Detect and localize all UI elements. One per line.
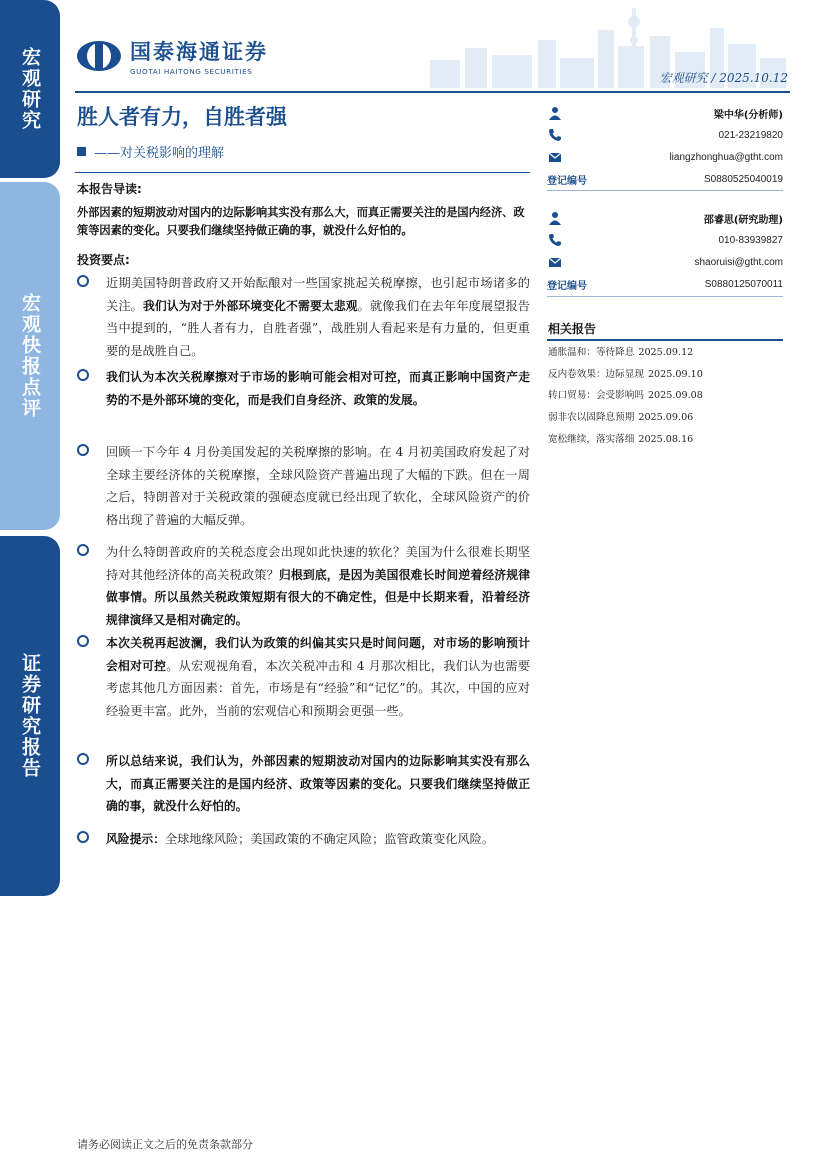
point-item: 风险提示：全球地缘风险；美国政策的不确定风险；监管政策变化风险。	[77, 828, 530, 851]
related-report-date: 2025.09.12	[638, 347, 694, 358]
side-tab-macro-research	[0, 0, 60, 178]
header-divider	[75, 91, 790, 93]
related-report-label: 弱非农以固降息预期	[548, 412, 635, 424]
point-item: 所以总结来说，我们认为，外部因素的短期波动对国内的边际影响其实没有那么大，而真正需要关注的是国内经济、政策等因素的变化。只要我们继续坚持做正确的事，就没什么好怕的。	[77, 750, 530, 818]
subtitle-text: ——对关税影响的理解	[94, 146, 225, 161]
related-divider	[547, 339, 783, 341]
registration-label: 登记编号	[547, 175, 587, 187]
registration-number: S0880125070011	[704, 278, 783, 290]
registration-number: S0880525040019	[704, 173, 783, 185]
analyst-name: 梁中华(分析师)	[713, 109, 783, 121]
analyst-phone: 010-83939827	[718, 234, 783, 246]
analyst-phone: 021-23219820	[718, 129, 783, 141]
square-bullet-icon	[77, 147, 86, 156]
related-report-date: 2025.09.10	[647, 368, 703, 380]
analyst-name: 邵睿思(研究助理)	[703, 214, 783, 226]
point-item: 我们认为本次关税摩擦对于市场的影响可能会相对可控，而真正影响中国资产走势的不是外部环境的变化，而是我们自身经济、政策的发展。	[77, 366, 530, 411]
company-logo	[76, 36, 268, 76]
related-reports-list	[548, 342, 784, 450]
guide-label: 本报告导读:	[77, 182, 142, 196]
circle-bullet-icon	[77, 753, 89, 765]
phone-icon	[547, 127, 563, 143]
person-icon	[547, 105, 563, 121]
analyst-email[interactable]: shaoruisi@gtht.com	[694, 256, 783, 268]
logo-mark-icon	[76, 40, 122, 72]
analyst-email[interactable]: liangzhonghua@gtht.com	[669, 151, 783, 163]
header-meta: 宏观研究 / 2025.10.12	[659, 71, 788, 85]
email-icon	[547, 149, 563, 165]
report-title: 胜人者有力，自胜者强	[77, 105, 287, 129]
report-subtitle	[77, 142, 224, 161]
circle-bullet-icon	[77, 544, 89, 556]
side-tab-label: 宏观快报点评	[19, 293, 41, 419]
guide-text: 外部因素的短期波动对国内的边际影响其实没有那么大，而真正需要关注的是国内经济、政策等因素的变化。只要我们继续坚持做正确的事，就没什么好怕的。	[77, 206, 525, 237]
analyst-divider	[547, 190, 783, 191]
registration-label: 登记编号	[547, 280, 587, 292]
related-report-item[interactable]	[548, 407, 784, 429]
logo-en-text: GUOTAI HAITONG SECURITIES	[130, 67, 253, 76]
circle-bullet-icon	[77, 635, 89, 647]
email-icon	[547, 254, 563, 270]
side-tab-securities-report	[0, 536, 60, 896]
title-divider	[75, 172, 530, 173]
related-report-label: 通胀温和：等待降息	[548, 347, 635, 358]
related-reports-title: 相关报告	[548, 322, 597, 336]
related-report-label: 反内卷效果：边际显现	[548, 368, 644, 380]
report-category: 宏观研究	[659, 71, 708, 85]
point-item: 为什么特朗普政府的关税态度会出现如此快速的软化？美国为什么很难长期坚持对其他经济体的高关税政策？归根到底，是因为美国很难长时间逆着经济规律做事情。所以虽然关税政策短期有很大的不确定性，但是中长期来看，沿着经济规律演绎又是相对确定的。	[77, 541, 530, 631]
phone-icon	[547, 232, 563, 248]
point-item: 回顾一下今年 4 月份美国发起的关税摩擦的影响。在 4 月初美国政府发起了对全球主要经济体的关税摩擦，全球风险资产普遍出现了大幅的下跌。但在一周之后，特朗普对于关税政策的强硬态度就已经出现了软化，全球风险资产的价格出现了普遍的大幅反弹。	[77, 441, 530, 531]
disclaimer-footer: 请务必阅读正文之后的免责条款部分	[77, 1138, 253, 1151]
related-report-item[interactable]	[548, 364, 784, 386]
related-report-date: 2025.08.16	[638, 433, 694, 445]
report-date: 2025.10.12	[719, 71, 788, 85]
side-tab-label: 证券研究报告	[19, 653, 41, 779]
person-icon	[547, 210, 563, 226]
related-report-label: 宽松继续，落实落细	[548, 433, 635, 445]
related-report-item[interactable]	[548, 429, 784, 451]
point-item: 近期美国特朗普政府又开始酝酿对一些国家挑起关税摩擦，也引起市场诸多的关注。我们认为对于外部环境变化不需要太悲观。就像我们在去年年度展望报告当中提到的，“胜人者有力，自胜者强”，战胜别人看起来是有力量的，但更重要的是战胜自己。	[77, 272, 530, 362]
circle-bullet-icon	[77, 831, 89, 843]
point-item: 本次关税再起波澜，我们认为政策的纠偏其实只是时间问题，对市场的影响预计会相对可控。从宏观视角看，本次关税冲击和 4 月那次相比，我们认为也需要考虑其他几方面因素：首先，市场是有“经验”和“记忆”的。其次，中国的应对经验更丰富。此外，当前的宏观信心和预期会更强一些。	[77, 632, 530, 722]
circle-bullet-icon	[77, 275, 89, 287]
side-tab-label: 宏观研究	[19, 47, 41, 131]
analyst-card	[547, 102, 783, 190]
related-report-date: 2025.09.08	[647, 390, 703, 402]
points-label: 投资要点:	[77, 253, 130, 267]
related-report-label: 转口贸易：会受影响吗	[548, 390, 644, 402]
logo-cn-text: 国泰海通证券	[130, 40, 268, 64]
analyst-divider	[547, 296, 783, 297]
related-report-date: 2025.09.06	[638, 412, 694, 424]
related-report-item[interactable]	[548, 342, 784, 364]
side-tab-macro-flash	[0, 182, 60, 530]
circle-bullet-icon	[77, 444, 89, 456]
analyst-card	[547, 207, 783, 295]
related-report-item[interactable]	[548, 385, 784, 407]
circle-bullet-icon	[77, 369, 89, 381]
